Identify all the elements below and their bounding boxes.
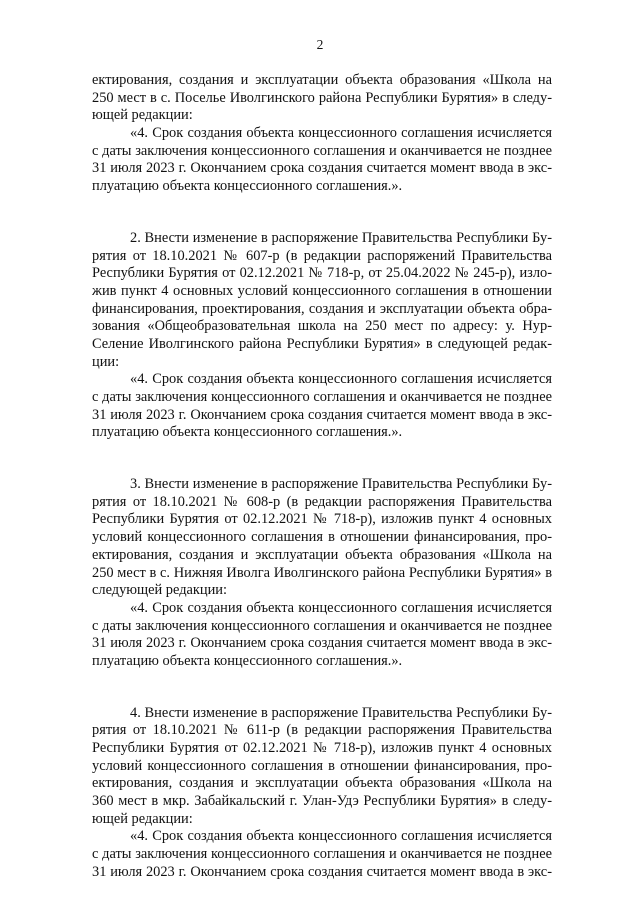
text-line: ектирования, создания и эксплуатации объекта образования «Школа на: [92, 546, 552, 563]
text-line: «4. Срок создания объекта концессионного соглашения исчисляется: [130, 371, 552, 388]
text-line: 31 июля 2023 г. Окончанием срока создания считается момент ввода в экс-: [92, 406, 552, 423]
text-line: с даты заключения концессионного соглашения и оканчивается не позднее: [92, 389, 552, 405]
text-line: Селение Иволгинского района Республики Бурятия» в следующей редак-: [92, 335, 552, 352]
text-line: рятия от 18.10.2021 № 611-р (в редакции распоряжения Правительства: [92, 722, 552, 739]
text-line: условий концессионного соглашения в отношении финансирования, про-: [92, 529, 552, 546]
text-line: 3. Внести изменение в распоряжение Правительства Республики Бу-: [130, 476, 552, 493]
text-line: «4. Срок создания объекта концессионного соглашения исчисляется: [130, 599, 552, 616]
text-line: Республики Бурятия от 02.12.2021 № 718-р), изложив пункт 4 основных: [92, 740, 552, 756]
text-line: «4. Срок создания объекта концессионного соглашения исчисляется: [130, 828, 552, 845]
text-line: 2. Внести изменение в распоряжение Правительства Республики Бу-: [130, 229, 552, 246]
text-line: 31 июля 2023 г. Окончанием срока создания считается момент ввода в экс-: [92, 863, 552, 880]
paragraph-block: [92, 72, 552, 196]
text-line: 360 мест в мкр. Забайкальский г. Улан-Удэ Республики Бурятия» в следу-: [92, 793, 552, 810]
paragraph-block: [92, 230, 552, 442]
text-line: финансирования, проектирования, создания и эксплуатации объекта обра-: [92, 300, 552, 317]
text-line: зования «Общеобразовательная школа на 250 мест по адресу: у. Нур-: [92, 318, 552, 335]
text-line: плуатацию объекта концессионного соглашения.».: [92, 178, 403, 195]
paragraph-gap: [92, 196, 552, 230]
text-line: ющей редакции:: [92, 810, 193, 827]
text-line: плуатацию объекта концессионного соглашения.».: [92, 424, 403, 441]
text-line: условий концессионного соглашения в отношении финансирования, про-: [92, 757, 552, 774]
text-line: Республики Бурятия от 02.12.2021 № 718-р), изложив пункт 4 основных: [92, 511, 552, 528]
text-line: Республики Бурятия от 02.12.2021 № 718-р, от 25.04.2022 № 245-р), изло-: [92, 265, 552, 282]
text-line: с даты заключения концессионного соглашения и оканчивается не позднее: [92, 617, 552, 634]
text-line: ектирования, создания и эксплуатации объекта образования «Школа на: [92, 72, 552, 88]
text-line: плуатацию объекта концессионного соглашения.».: [92, 652, 403, 669]
text-line: 4. Внести изменение в распоряжение Правительства Республики Бу-: [130, 704, 552, 721]
text-line: с даты заключения концессионного соглашения и оканчивается не позднее: [92, 142, 552, 159]
page-number: 2: [316, 37, 324, 52]
text-line: ющей редакции:: [92, 107, 193, 124]
text-line: с даты заключения концессионного соглашения и оканчивается не позднее: [92, 846, 552, 863]
document-body: [92, 72, 552, 882]
text-line: 250 мест в с. Поселье Иволгинского района Республики Бурятия» в следу-: [92, 89, 552, 106]
text-line: жив пункт 4 основных условий концессионного соглашения в отношении: [92, 282, 552, 299]
paragraph-block: [92, 705, 552, 882]
text-line: ции:: [92, 353, 120, 370]
paragraph-gap: [92, 671, 552, 705]
text-line: следующей редакции:: [92, 582, 227, 599]
text-line: ектирования, создания и эксплуатации объекта образования «Школа на: [92, 775, 552, 792]
text-line: рятия от 18.10.2021 № 608-р (в редакции распоряжения Правительства: [92, 493, 552, 510]
paragraph-gap: [92, 442, 552, 476]
text-line: рятия от 18.10.2021 № 607-р (в редакции распоряжений Правительства: [92, 247, 552, 264]
text-line: «4. Срок создания объекта концессионного соглашения исчисляется: [130, 125, 552, 142]
text-line: 31 июля 2023 г. Окончанием срока создания считается момент ввода в экс-: [92, 635, 552, 652]
paragraph-block: [92, 476, 552, 671]
text-line: 250 мест в с. Нижняя Иволга Иволгинского района Республики Бурятия» в: [92, 564, 552, 581]
text-line: 31 июля 2023 г. Окончанием срока создания считается момент ввода в экс-: [92, 160, 552, 177]
